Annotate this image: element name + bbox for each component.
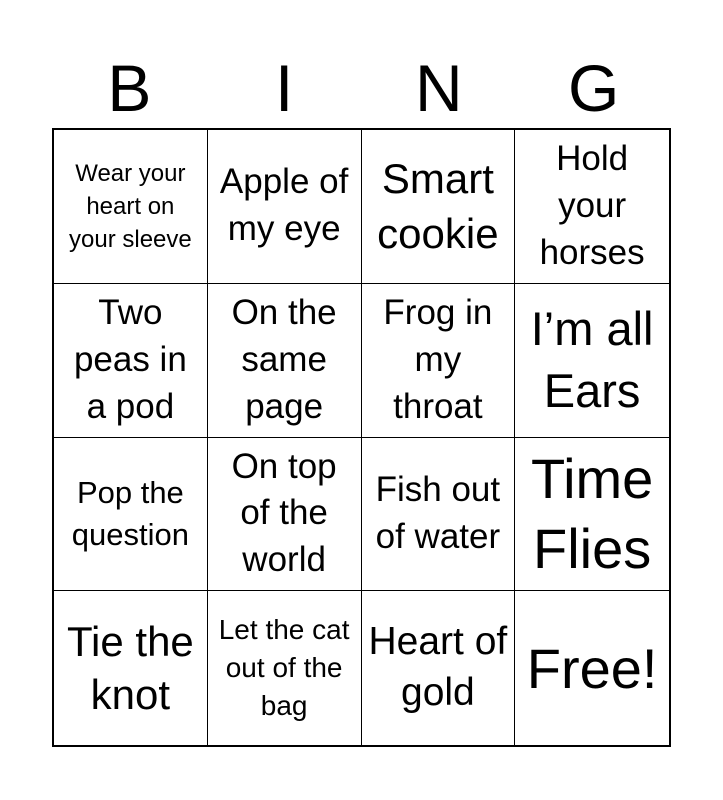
bingo-cell[interactable] <box>362 438 516 592</box>
cell-text: Wear your heart on your sleeve <box>69 159 192 253</box>
bingo-cell[interactable] <box>208 284 362 438</box>
cell-text: Time Flies <box>530 447 654 580</box>
cell-text: On the same page <box>231 292 337 426</box>
cell-text: I’m all Ears <box>530 302 654 418</box>
bingo-cell[interactable] <box>54 130 208 284</box>
bingo-header <box>52 48 671 128</box>
header-letter-i: I <box>274 51 294 125</box>
bingo-cell[interactable] <box>515 438 669 592</box>
bingo-cell[interactable] <box>362 591 516 745</box>
cell-text: Frog in my throat <box>383 292 493 426</box>
cell-text: Two peas in a pod <box>73 292 187 426</box>
header-letter-g: G <box>567 51 620 125</box>
cell-text: Let the cat out of the bag <box>218 614 350 722</box>
cell-text: Tie the knot <box>66 617 194 719</box>
header-letter-n: N <box>415 51 463 125</box>
bingo-cell[interactable] <box>362 130 516 284</box>
cell-text: Pop the question <box>71 475 189 552</box>
cell-text: Hold your horses <box>539 139 645 272</box>
cell-text: Smart cookie <box>377 154 499 258</box>
bingo-cell[interactable] <box>208 130 362 284</box>
bingo-cell[interactable] <box>515 284 669 438</box>
cell-text: Apple of my eye <box>219 162 349 249</box>
cell-text: Fish out of water <box>375 469 501 556</box>
bingo-cell[interactable] <box>54 284 208 438</box>
cell-text: Heart of gold <box>368 620 508 715</box>
free-space-cell[interactable] <box>515 591 669 745</box>
bingo-cell[interactable] <box>362 284 516 438</box>
bingo-cell[interactable] <box>208 438 362 592</box>
bingo-cell[interactable] <box>208 591 362 745</box>
bingo-cell[interactable] <box>54 591 208 745</box>
cell-text: Free! <box>526 636 658 700</box>
header-letter-b: B <box>107 51 152 125</box>
cell-text: On top of the world <box>231 446 337 580</box>
bingo-board <box>52 128 671 747</box>
bingo-cell[interactable] <box>54 438 208 592</box>
bingo-cell[interactable] <box>515 130 669 284</box>
